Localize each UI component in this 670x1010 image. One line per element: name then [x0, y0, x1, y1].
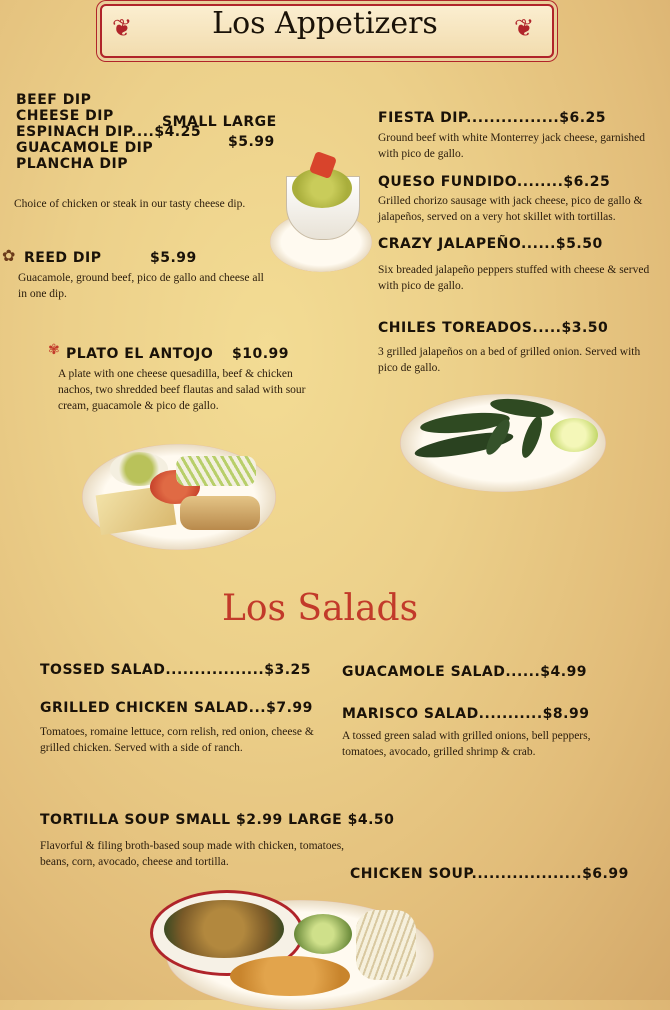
dip-item: BEEF DIP [16, 92, 92, 108]
dip-item: ESPINACH DIP....$4.25 [16, 124, 202, 140]
crazy-jalapeno-name: CRAZY JALAPEÑO......$5.50 [378, 236, 603, 252]
left-swirl-ornament: ❦ [112, 14, 133, 42]
onion-garnish [356, 910, 416, 980]
reed-dip-price: $5.99 [150, 250, 197, 266]
dips-list [16, 92, 201, 172]
reed-dip-description: Guacamole, ground beef, pico de gallo and cheese all in one dip. [18, 272, 264, 300]
tossed-salad-name: TOSSED SALAD.................$3.25 [40, 662, 312, 678]
chiles-toreados-name: CHILES TOREADOS.....$3.50 [378, 320, 609, 336]
queso-fundido-name: QUESO FUNDIDO........$6.25 [378, 174, 611, 190]
flower-bullet-icon: ✿ [2, 246, 16, 265]
fiesta-dip-description: Ground beef with white Monterrey jack cheese, garnished with pico de gallo. [378, 132, 645, 160]
salad [176, 456, 256, 486]
marisco-salad-name: MARISCO SALAD...........$8.99 [342, 706, 590, 722]
right-swirl-ornament: ❦ [514, 14, 535, 42]
tortilla-soup-name: TORTILLA SOUP SMALL $2.99 LARGE $4.50 [40, 812, 395, 828]
page-title: Los Appetizers [212, 6, 438, 41]
dip-item: PLANCHA DIP [16, 156, 129, 172]
grilled-chicken-salad-description: Tomatoes, romaine lettuce, corn relish, red onion, cheese & grilled chicken. Served with a side of ranch. [40, 726, 314, 754]
crazy-jalapeno-description: Six breaded jalapeño peppers stuffed with cheese & served with pico de gallo. [378, 264, 650, 292]
avocado-slices [294, 914, 352, 954]
salads-section-title: Los Salads [221, 588, 419, 629]
pepper-bullet-icon: ✾ [48, 342, 60, 358]
flautas [180, 496, 260, 530]
tortilla-soup-description: Flavorful & filing broth-based soup made with chicken, tomatoes, beans, corn, avocado, cheese and tortilla. [40, 840, 345, 868]
grilled-chicken-salad-name: GRILLED CHICKEN SALAD...$7.99 [40, 700, 313, 716]
fiesta-dip-name: FIESTA DIP................$6.25 [378, 110, 606, 126]
marisco-salad-description: A tossed green salad with grilled onions, bell peppers, tomatoes, avocado, grilled shrimp & crab. [342, 730, 591, 758]
plato-price: $10.99 [232, 346, 290, 362]
dips-size-header: SMALL LARGE [162, 114, 277, 130]
dip-item: GUACAMOLE DIP [16, 140, 154, 156]
dips-large-price: $5.99 [228, 134, 275, 150]
reed-dip-name: REED DIP [24, 250, 102, 266]
chiles-toreados-description: 3 grilled jalapeños on a bed of grilled onion. Served with pico de gallo. [378, 346, 641, 374]
soup-broth [164, 900, 284, 958]
plato-description: A plate with one cheese quesadilla, beef & chicken nachos, two shredded beef flautas and salad with sour cream, guacamole & pico de gallo. [58, 368, 306, 412]
plato-name: PLATO EL ANTOJO [66, 346, 214, 362]
rice-side [230, 956, 350, 996]
lime-wedge [550, 418, 598, 452]
chicken-soup-name: CHICKEN SOUP...................$6.99 [350, 866, 629, 882]
dip-item: CHEESE DIP [16, 108, 114, 124]
queso-fundido-description: Grilled chorizo sausage with jack cheese, pico de gallo & jalapeños, served on a very hot skillet with tortillas. [378, 195, 643, 223]
guacamole-salad-name: GUACAMOLE SALAD......$4.99 [342, 664, 588, 680]
dips-description: Choice of chicken or steak in our tasty cheese dip. [14, 198, 246, 210]
